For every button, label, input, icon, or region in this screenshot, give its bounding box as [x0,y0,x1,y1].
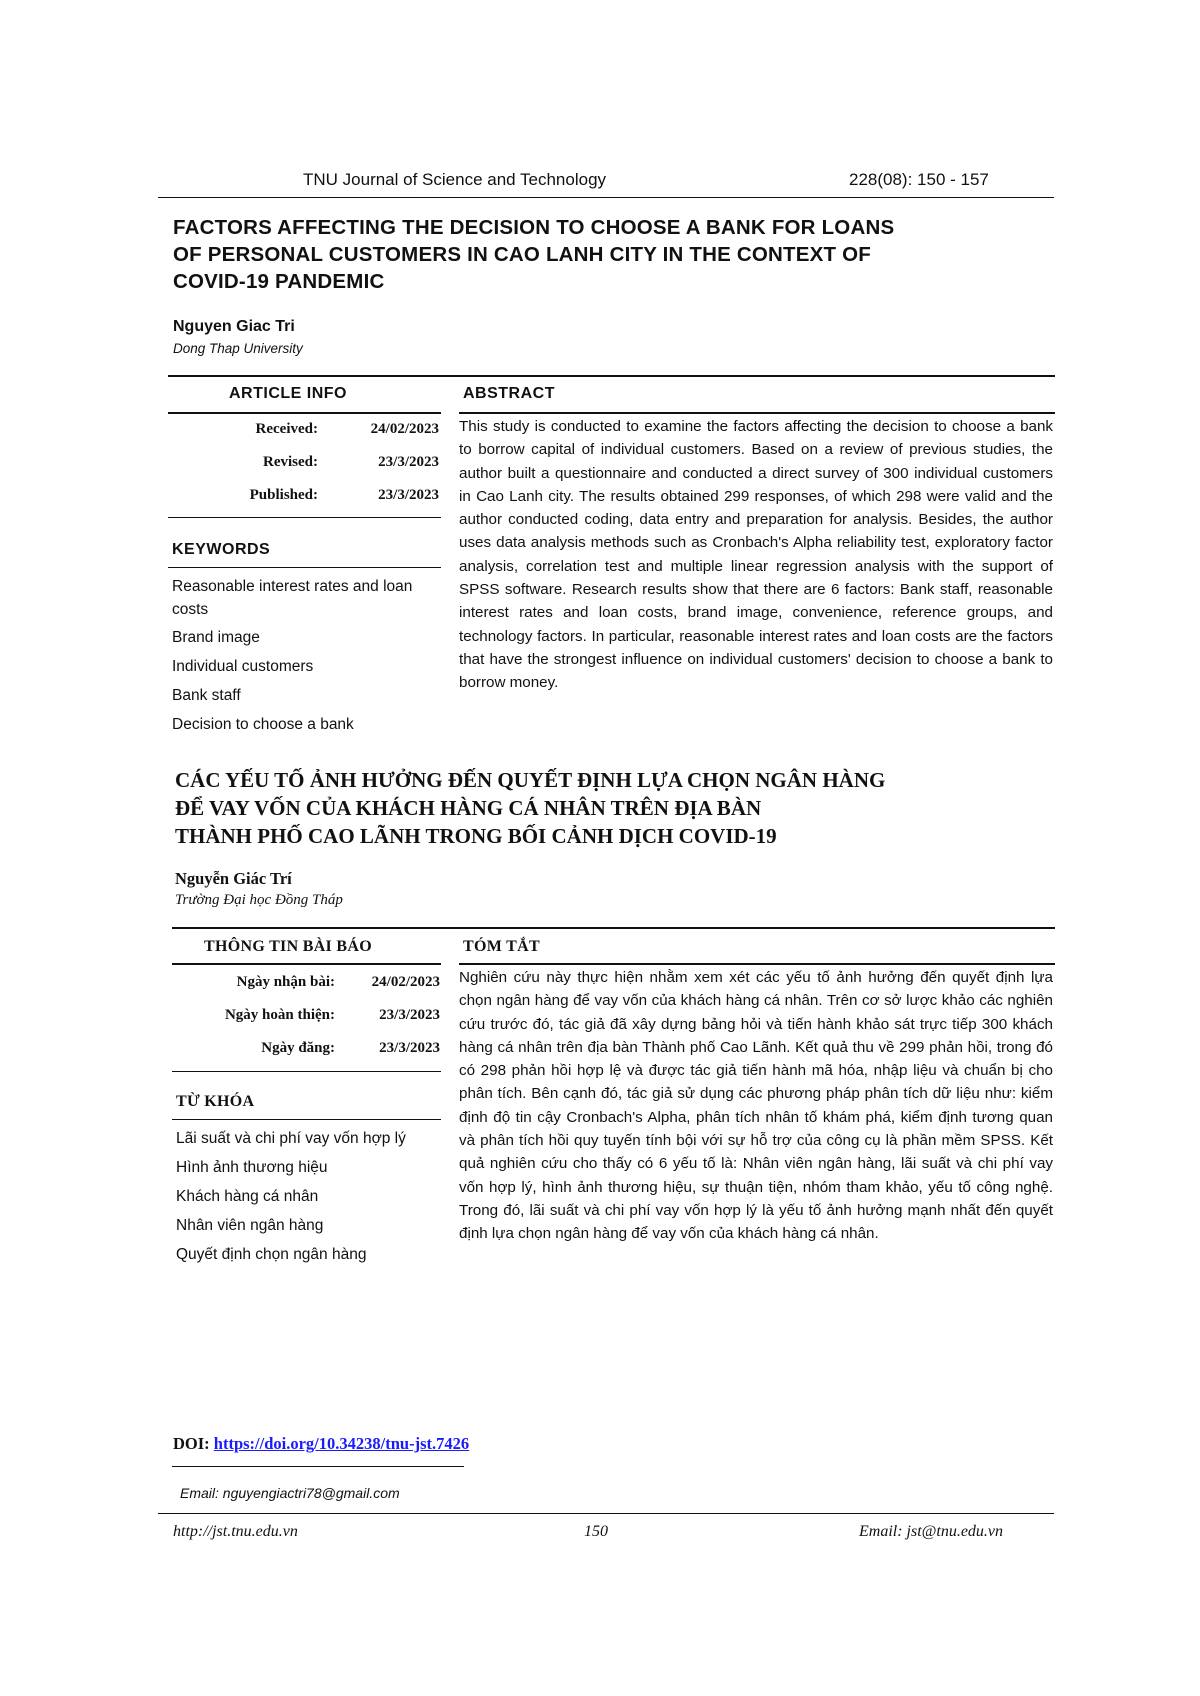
published-label: Published: [249,487,318,503]
author-email: Email: nguyengiactri78@gmail.com [180,1485,400,1501]
abstract-heading-vi: TÓM TẮT [463,938,540,955]
abstract-heading: ABSTRACT [463,385,555,402]
keyword-item: Hình ảnh thương hiệu [176,1159,328,1176]
page-number: 150 [584,1523,608,1540]
info-divider [168,412,441,414]
keyword-item: Nhân viên ngân hàng [176,1217,324,1234]
abstract-text-en: This study is conducted to examine the factors affecting the decision to choose a bank to borrow capital of individual customers. Based on a review of previous studies, the author built a questionnaire and conducted a direct survey of 300 individual customers in Cao Lanh city. The results obtained 299 responses, of which 298 were valid and the author conducted coding, data entry and preparation for analysis. Besides, the author uses data analysis methods such as Cronbach's Alpha reliability test, exploratory factor analysis, correlation test and multiple linear regression analysis with the support of SPSS software. Research results show that there are 6 factors: Bank staff, reasonable interest rates and loan costs, brand image, convenience, reference groups, and technology factors. In particular, reasonable interest rates and loan costs are the factors that have the strongest influence on individual customers' decision to choose a bank to borrow money. [459,418,1053,692]
journal-volume: 228(08): 150 - 157 [849,170,989,189]
keywords-divider [172,1119,441,1120]
doi-label: DOI: [173,1434,210,1453]
keyword-item: Khách hàng cá nhân [176,1188,319,1205]
keyword-item: Brand image [172,629,260,646]
keywords-divider [168,567,441,568]
footer-divider [158,1513,1054,1514]
keyword-item: Reasonable interest rates and loan costs [172,578,413,618]
keywords-heading-vi: TỪ KHÓA [176,1093,255,1110]
doi-link[interactable]: https://doi.org/10.34238/tnu-jst.7426 [213,1434,470,1453]
published-date: 23/3/2023 [378,487,439,503]
keyword-item: Individual customers [172,658,314,675]
footer-email: Email: jst@tnu.edu.vn [859,1523,1004,1540]
section-divider [168,375,1055,377]
revised-label-vi: Ngày hoàn thiện: [224,1007,335,1023]
header-divider [158,197,1054,198]
abstract-divider [459,412,1055,414]
paper-title-en [173,214,1053,295]
abstract-divider [459,963,1055,965]
affiliation-vi: Trường Đại học Đồng Tháp [175,892,343,908]
keywords-heading: KEYWORDS [172,541,271,558]
title-line: OF PERSONAL CUSTOMERS IN CAO LANH CITY IN THE CONTEXT OF [173,243,871,266]
keyword-item: Lãi suất và chi phí vay vốn hợp lý [176,1130,406,1147]
keyword-item: Bank staff [172,687,241,704]
doi-line [173,1434,469,1454]
keyword-item: Quyết định chọn ngân hàng [176,1246,367,1263]
title-line: ĐỂ VAY VỐN CỦA KHÁCH HÀNG CÁ NHÂN TRÊN ĐỊA BÀN [175,796,762,820]
keywords-top-divider [168,517,441,518]
abstract-text-vi: Nghiên cứu này thực hiện nhằm xem xét các yếu tố ảnh hưởng đến quyết định lựa chọn ngân hàng để vay vốn của khách hàng cá nhân. Trên cơ sở lược khảo các nghiên cứu trước đó, tác giả đã xây dựng bảng hỏi và tiến hành khảo sát trực tiếp 300 khách hàng cá nhân trên địa bàn Thành phố Cao Lãnh. Kết quả thu về 299 phản hồi, trong đó có 298 phản hồi hợp lệ và được tác giả tiến hành mã hóa, nhập liệu và chuẩn bị cho phân tích. Bên cạnh đó, tác giả sử dụng các phương pháp phân tích dữ liệu như: kiểm định độ tin cậy Cronbach's Alpha, phân tích nhân tố khám phá, kiểm định tương quan và phân tích hồi quy tuyến tính bội với sự hỗ trợ của công cụ là phần mềm SPSS. Kết quả nghiên cứu cho thấy có 6 yếu tố là: Nhân viên ngân hàng, lãi suất và chi phí vay vốn hợp lý, hình ảnh thương hiệu, sự thuận tiện, nhóm tham khảo, yếu tố công nghệ. Trong đó, lãi suất và chi phí vay vốn hợp lý là yếu tố ảnh hưởng mạnh nhất đến quyết định lựa chọn ngân hàng để vay vốn của khách hàng cá nhân. [459,969,1053,1243]
affiliation-en: Dong Thap University [173,341,303,356]
published-label-vi: Ngày đăng: [261,1040,335,1056]
footnote-divider [172,1466,464,1467]
published-date-vi: 23/3/2023 [379,1040,440,1056]
title-line: COVID-19 PANDEMIC [173,270,385,293]
received-label: Received: [255,421,318,437]
article-info-heading-vi: THÔNG TIN BÀI BÁO [204,938,372,955]
info-divider [172,963,441,965]
footer-website: http://jst.tnu.edu.vn [173,1523,298,1540]
received-date: 24/02/2023 [370,421,439,437]
section-divider [172,927,1055,929]
author-vi: Nguyễn Giác Trí [175,869,292,888]
received-label-vi: Ngày nhận bài: [236,974,335,990]
received-date-vi: 24/02/2023 [371,974,440,990]
keywords-top-divider [172,1071,441,1072]
title-line: CÁC YẾU TỐ ẢNH HƯỞNG ĐẾN QUYẾT ĐỊNH LỰA CHỌN NGÂN HÀNG [175,768,886,792]
author-en: Nguyen Giac Tri [173,318,295,335]
revised-date: 23/3/2023 [378,454,439,470]
title-line: THÀNH PHỐ CAO LÃNH TRONG BỐI CẢNH DỊCH COVID-19 [175,824,777,848]
revised-label: Revised: [263,454,318,470]
journal-name: TNU Journal of Science and Technology [303,170,607,189]
keyword-item: Decision to choose a bank [172,716,354,733]
paper-title-vi [175,766,1055,850]
article-info-heading: ARTICLE INFO [229,385,347,402]
revised-date-vi: 23/3/2023 [379,1007,440,1023]
title-line: FACTORS AFFECTING THE DECISION TO CHOOSE A BANK FOR LOANS [173,216,895,239]
